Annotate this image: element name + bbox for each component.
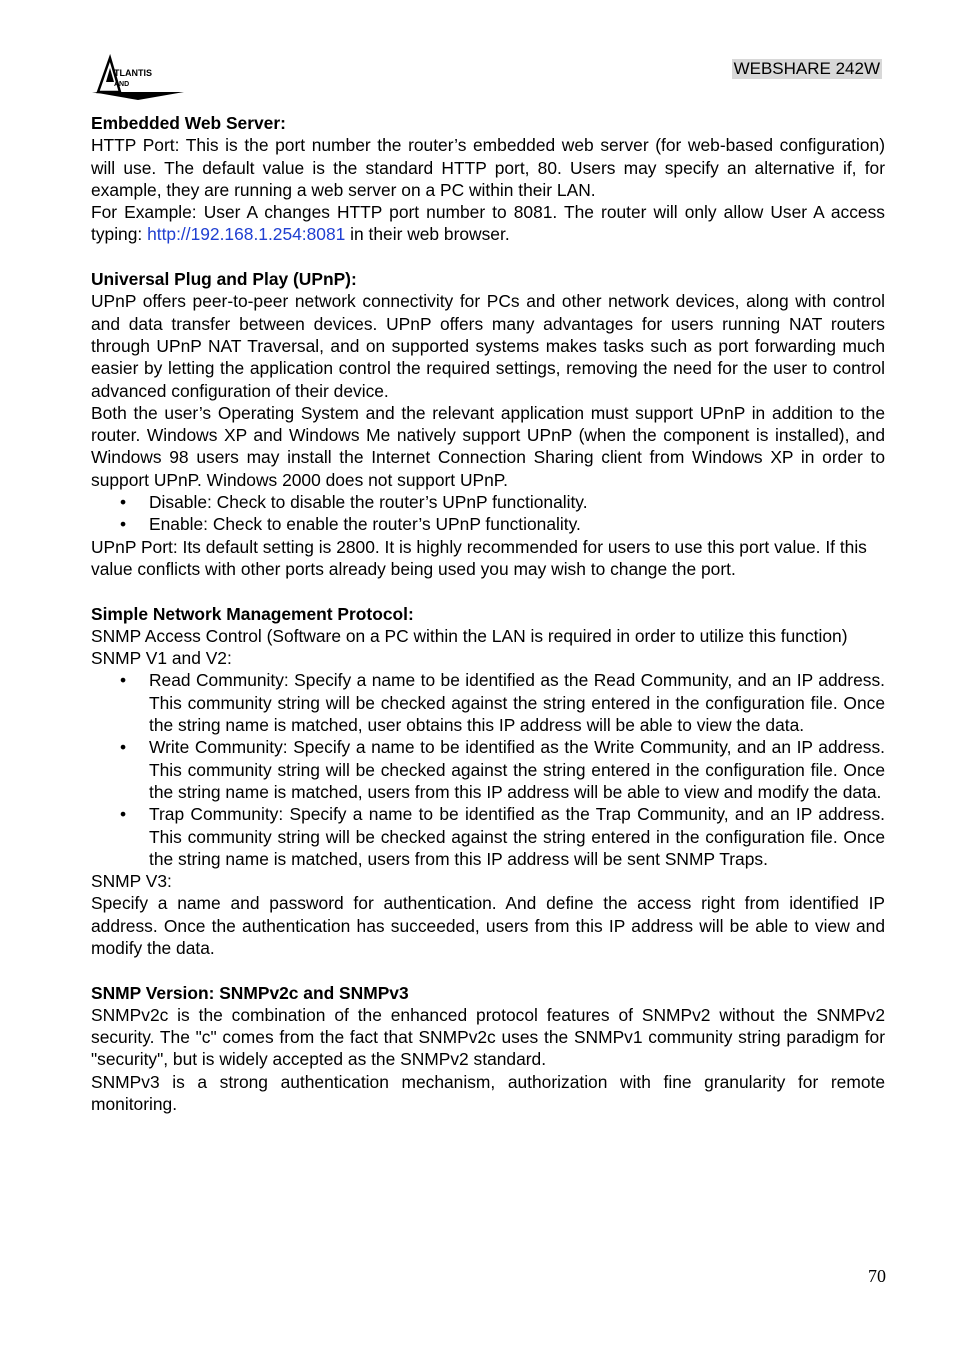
section-heading-upnp: Universal Plug and Play (UPnP):	[91, 269, 357, 290]
list-item-text: Write Community: Specify a name to be identified as the Write Community, and an IP address. This community string will be checked against the string entered in the configuration file. Once the string name is matched, users from this IP address will be able to view and modify the data.	[149, 737, 885, 802]
upnp-paragraph-1: UPnP offers peer-to-peer network connectivity for PCs and other network devices, along with control and data transfer between devices. UPnP offers many advantages for users running NAT routers through UPnP NAT Traversal, and on supported systems makes tasks such as port forwarding much easier by letting the application control the required settings, removing the need for the user to control advanced configuration of their device.	[91, 291, 885, 401]
bullet-icon: •	[120, 492, 127, 513]
http-port-paragraph: HTTP Port: This is the port number the router’s embedded web server (for web-based configuration) will use. The default value is the standard HTTP port, 80. Users may specify an alternative if, for example, they are running a web server on a PC within their LAN.	[91, 135, 885, 200]
snmp-v3-label: SNMP V3:	[91, 871, 172, 892]
atlantis-land-logo	[88, 54, 188, 102]
snmpv3-paragraph: SNMPv3 is a strong authentication mechanism, authorization with fine granularity for remote monitoring.	[91, 1071, 885, 1115]
list-item	[91, 803, 885, 870]
snmp-v1-v2-label: SNMP V1 and V2:	[91, 648, 232, 669]
section-heading-snmp: Simple Network Management Protocol:	[91, 603, 414, 624]
example-text-end: in their web browser.	[345, 224, 510, 245]
list-item-text: Disable: Check to disable the router’s UPnP functionality.	[149, 492, 588, 513]
page-number: 70	[868, 1266, 886, 1286]
snmp-v3-paragraph: Specify a name and password for authentication. And define the access right from identified IP address. Once the authentication has succeeded, users from this IP address will be able to view and modify the data.	[91, 893, 885, 958]
page-body	[91, 112, 885, 1115]
upnp-paragraph-2: Both the user’s Operating System and the relevant application must support UPnP in addition to the router. Windows XP and Windows Me natively support UPnP (when the component is installed), and Windows 98 users may install the Internet Connection Sharing client from Windows XP in order to support UPnP. Windows 2000 does not support UPnP.	[91, 402, 885, 490]
list-item	[91, 669, 885, 736]
bullet-icon: •	[120, 514, 127, 535]
upnp-port-paragraph: UPnP Port: Its default setting is 2800. It is highly recommended for users to use this port value. If this value conflicts with other ports already being used you may wish to change the port.	[91, 536, 867, 579]
list-item	[91, 491, 885, 513]
list-item	[91, 736, 885, 803]
example-url-link[interactable]: http://192.168.1.254:8081	[147, 224, 346, 245]
section-heading-web-server: Embedded Web Server:	[91, 113, 286, 133]
model-name: WEBSHARE 242W	[733, 59, 880, 78]
snmpv2c-paragraph: SNMPv2c is the combination of the enhanced protocol features of SNMPv2 without the SNMPv2 security. The "c" comes from the fact that SNMPv2c uses the SNMPv1 community string paradigm for "security", but is widely accepted as the SNMPv2 standard.	[91, 1004, 885, 1070]
bullet-icon: •	[120, 804, 127, 825]
list-item-text: Trap Community: Specify a name to be identified as the Trap Community, and an IP address. This community string will be checked against the string entered in the configuration file. Once the string name is matched, users from this IP address will be sent SNMP Traps.	[149, 804, 885, 869]
http-example-paragraph	[91, 201, 885, 246]
example-text: For Example: User A changes HTTP port number to 8081. The router will only allow User A access typing:	[91, 202, 885, 245]
snmp-community-list	[91, 669, 885, 870]
upnp-option-list	[91, 491, 885, 536]
list-item-text: Enable: Check to enable the router’s UPnP functionality.	[149, 514, 581, 535]
list-item-text: Read Community: Specify a name to be identified as the Read Community, and an IP address. This community string will be checked against the string entered in the configuration file. Once the string name is matched, user obtains this IP address will be able to view the data.	[149, 670, 885, 736]
svg-text:TLANTIS: TLANTIS	[114, 68, 152, 78]
bullet-icon: •	[120, 670, 127, 691]
snmp-access-paragraph: SNMP Access Control (Software on a PC within the LAN is required in order to utilize this function)	[91, 625, 848, 646]
svg-text:AND: AND	[114, 81, 130, 88]
section-heading-snmp-version: SNMP Version: SNMPv2c and SNMPv3	[91, 982, 409, 1003]
bullet-icon: •	[120, 737, 127, 758]
list-item	[91, 513, 885, 535]
